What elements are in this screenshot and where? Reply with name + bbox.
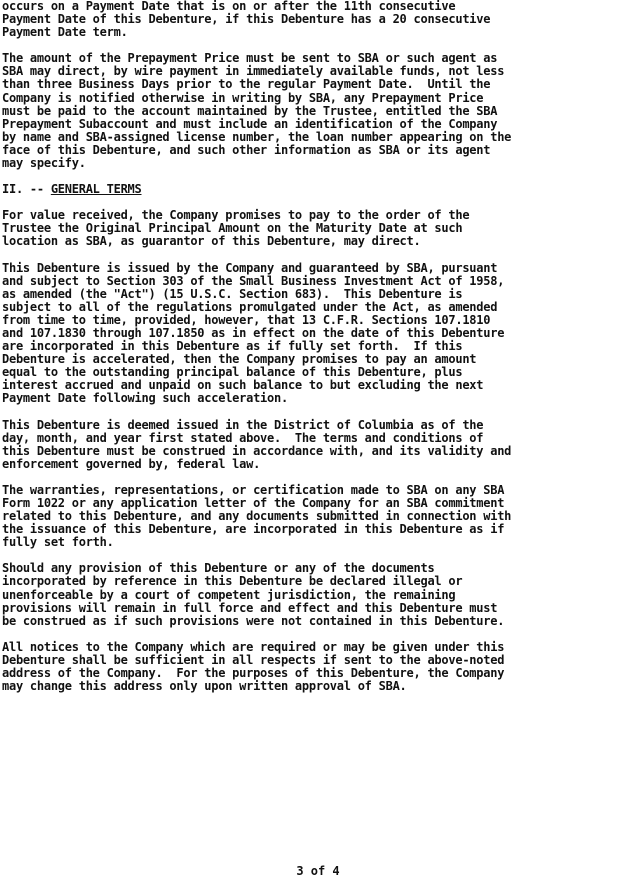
page-number: 3 of 4	[296, 864, 340, 878]
paragraph-issuance: This Debenture is issued by the Company and guaranteed by SBA, pursuant and subject to Section 303 of the Small Business Investment Act of 1958, as amended (the "Act") (15 U.S.C. Section 683). This Debenture is subject to all of the regulations promulgated under the Act, as amended from time to time, provided, however, that 13 C.F.R. Sections 107.1810 and 107.1830 through 107.1850 as in effect on the date of this Debenture are incorporated in this Debenture as if fully set forth. If this Debenture is accelerated, then the Company promises to pay an amount equal to the outstanding principal balance of this Debenture, plus interest accrued and unpaid on such balance to but excluding the next Payment Date following such acceleration.	[2, 260, 505, 406]
paragraph-prepayment-date: occurs on a Payment Date that is on or after the 11th consecutive Payment Date of this Debenture, if this Debenture has a 20 consecutive Payment Date term.	[2, 0, 491, 40]
section-number: II. --	[2, 182, 51, 197]
paragraph-warranties: The warranties, representations, or certification made to SBA on any SBA Form 1022 or any application letter of the Company for an SBA commitment related to this Debenture, and any documents submitted in connection with the issuance of this Debenture, are incorporated in this Debenture as if fully set forth.	[2, 482, 512, 550]
paragraph-notices: All notices to the Company which are required or may be given under this Debenture shall be sufficient in all respects if sent to the above-noted address of the Company. For the purposes of this Debenture, the Company may change this address only upon written approval of SBA.	[2, 639, 505, 694]
paragraph-prepayment-price: The amount of the Prepayment Price must be sent to SBA or such agent as SBA may direct, by wire payment in immediately available funds, not less than three Business Days prior to the regular Payment Date. Until the Company is notified otherwise in writing by SBA, any Prepayment Price must be paid to the account maintained by the Trustee, entitled the SBA Prepayment Subaccount and must include an identification of the Company by name and SBA-assigned license number, the loan number appearing on the face of this Debenture, and such other information as SBA or its agent may specify.	[2, 51, 512, 171]
section-heading	[2, 183, 634, 196]
paragraph-severability: Should any provision of this Debenture or any of the documents incorporated by reference in this Debenture be declared illegal or unenforceable by a court of competent jurisdiction, the remaining provisions will remain in full force and effect and this Debenture must be construed as if such provisions were not contained in this Debenture.	[2, 561, 505, 628]
section-title: GENERAL TERMS	[50, 182, 142, 197]
paragraph-jurisdiction: This Debenture is deemed issued in the District of Columbia as of the day, month, and year first stated above. The terms and conditions of this Debenture must be construed in accordance with, and its validity and enforcement governed by, federal law.	[2, 417, 512, 471]
paragraph-value-received: For value received, the Company promises to pay to the order of the Trustee the Original Principal Amount on the Maturity Date at such location as SBA, as guarantor of this Debenture, may direct.	[2, 208, 470, 249]
document-body	[2, 0, 634, 706]
